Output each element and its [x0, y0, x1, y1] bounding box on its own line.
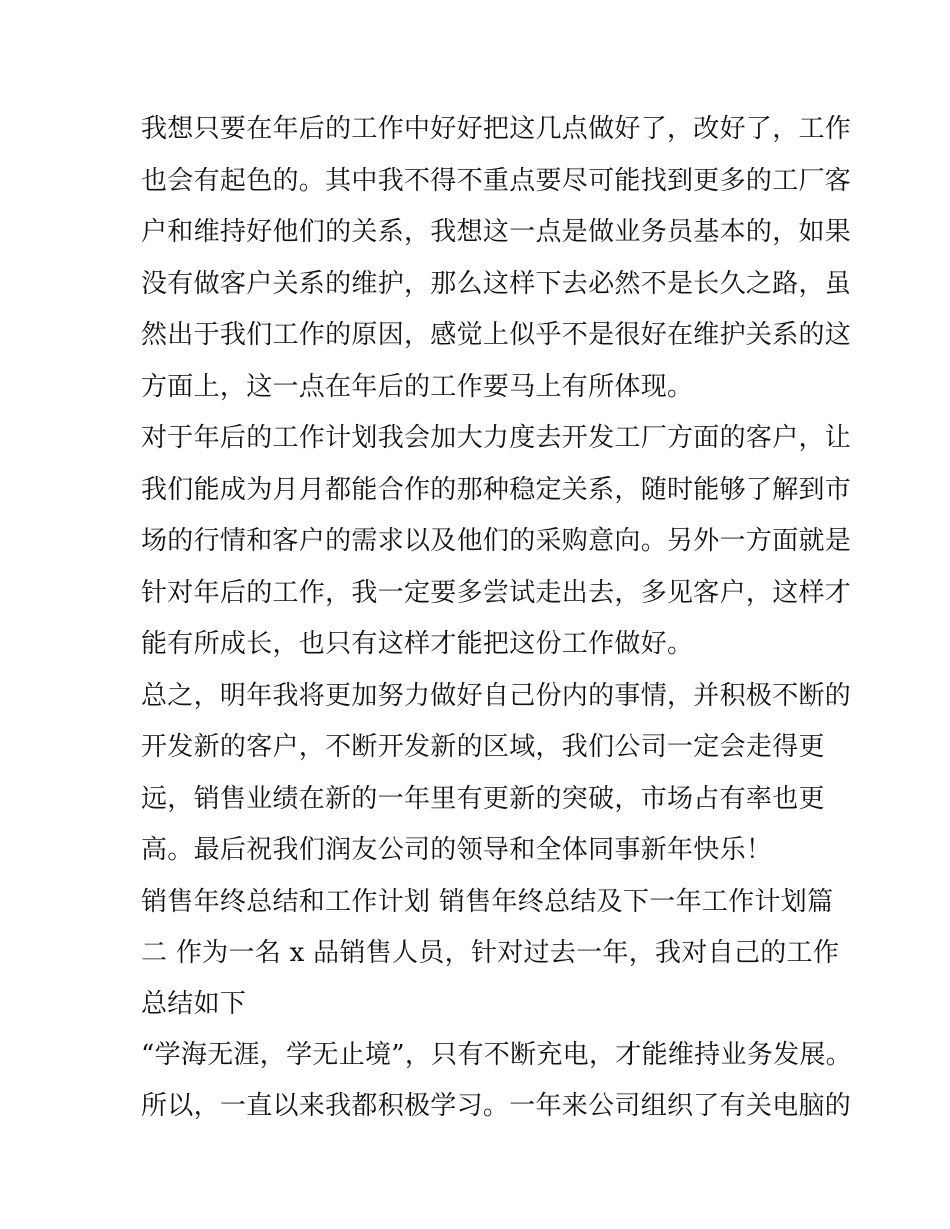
section-heading-line: 销售年终总结和工作计划 销售年终总结及下一年工作计划篇	[141, 886, 834, 917]
text-line: 开发新的客户，不断开发新的区域，我们公司一定会走得更	[141, 732, 825, 762]
text-line: 总之，明年我将更加努力做好自己份内的事情，并积极不断的	[141, 680, 852, 711]
text-line: 所以，一直以来我都积极学习。一年来公司组织了有关电脑的	[141, 1091, 852, 1121]
text-line: 能有所成长，也只有这样才能把这份工作做好。	[141, 629, 694, 659]
text-line: 我想只要在年后的工作中好好把这几点做好了，改好了，工作	[141, 114, 852, 144]
text-line: 二 作为一名 x 品销售人员，针对过去一年，我对自己的工作	[141, 937, 840, 968]
text-line: 也会有起色的。其中我不得不重点要尽可能找到更多的工厂客	[141, 165, 852, 196]
text-line: 然出于我们工作的原因，感觉上似乎不是很好在维护关系的这	[141, 320, 852, 350]
text-line: 户和维持好他们的关系，我想这一点是做业务员基本的，如果	[141, 217, 852, 247]
text-line: 远，销售业绩在新的一年里有更新的突破，市场占有率也更	[141, 783, 825, 814]
text-line: 我们能成为月月都能合作的那种稳定关系，随时能够了解到市	[141, 474, 852, 505]
text-line: 针对年后的工作，我一定要多尝试走出去，多见客户，这样才	[141, 577, 852, 608]
text-line: 没有做客户关系的维护，那么这样下去必然不是长久之路，虽	[141, 268, 852, 299]
text-line: 对于年后的工作计划我会加大力度去开发工厂方面的客户，让	[141, 423, 852, 453]
text-line: 总结如下	[141, 988, 247, 1019]
text-line: 场的行情和客户的需求以及他们的采购意向。另外一方面就是	[141, 526, 852, 556]
text-line: 方面上，这一点在年后的工作要马上有所体现。	[141, 371, 694, 402]
text-line: “学海无涯，学无止境”，只有不断充电，才能维持业务发展。	[141, 1039, 852, 1070]
text-line: 高。最后祝我们润友公司的领导和全体同事新年快乐！	[141, 835, 773, 865]
document-body	[141, 107, 852, 1136]
